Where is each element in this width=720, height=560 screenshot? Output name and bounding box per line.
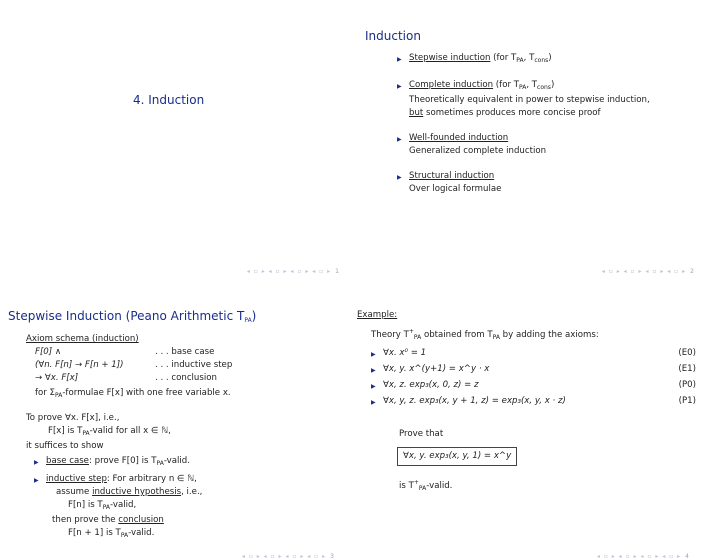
theory-line: Theory $T^+_{PA}$ obtained from $T_{PA}$ by adding the axioms: (371, 328, 599, 341)
slide3-title: Stepwise Induction (Peano Arithmetic $T_{PA}$) (8, 309, 257, 324)
axiom-item: ▶ ∀x, y. x^(y+1) = x^y · x (E1) (371, 363, 696, 376)
page-number: 2 (690, 268, 695, 275)
valid-line: is $T^+_{PA}$-valid. (399, 479, 453, 492)
list-item: ▶ Complete induction (for $T_{PA}$, $T_{cons}$) Theoretically equivalent in power to stepwise induction, but sometimes produces more concise proof (397, 79, 697, 120)
boxed-formula: ∀x, y. exp₃(x, y, 1) = x^y (397, 447, 517, 466)
slide1-title: 4. Induction (133, 93, 205, 107)
slide1-nav[interactable]: ◂ ▫ ▸ ◂ ▫ ▸ ◂ ▫ ▸ ◂ ▫ ▸ 1 (246, 268, 340, 275)
axiom-item: ▶ ∀x. x⁰ = 1 (E0) (371, 347, 696, 360)
slide3-nav[interactable]: ◂ ▫ ▸ ◂ ▫ ▸ ◂ ▫ ▸ ◂ ▫ ▸ 3 (241, 553, 335, 560)
schema-rows (26, 346, 346, 385)
page-number: 1 (335, 268, 340, 275)
slide4-body (357, 309, 712, 495)
slide-4 (355, 295, 720, 560)
schema-row: (∀n. F[n] → F[n + 1]) . . . inductive step (35, 360, 233, 370)
proof-steps (26, 455, 346, 542)
slide2-title: Induction (365, 29, 421, 43)
page-number: 4 (685, 553, 690, 560)
list-item: ▶ Well-founded induction Generalized complete induction (397, 132, 697, 158)
page-number: 3 (330, 553, 335, 560)
schema-row: → ∀x. F[x] . . . conclusion (35, 373, 217, 383)
schema-label: Axiom schema (induction) (26, 334, 139, 344)
schema-row: F[0] ∧ . . . base case (35, 347, 215, 357)
slide2-nav[interactable]: ◂ ▫ ▸ ◂ ▫ ▸ ◂ ▫ ▸ ◂ ▫ ▸ 2 (601, 268, 695, 275)
for-line: for $\Sigma_{PA}$-formulae F[x] with one free variable x. (35, 388, 231, 399)
axiom-item: ▶ ∀x, y, z. exp₃(x, y + 1, z) = exp₃(x, y, x · z) (P1) (371, 395, 696, 408)
prove-intro: To prove ∀x. F[x], i.e., F[x] is $T_{PA}$-valid for all x ∈ ℕ, it suffices to show (26, 413, 171, 451)
slide3-body (26, 333, 346, 542)
example-label: Example: (357, 310, 398, 320)
slide4-nav[interactable]: ◂ ▫ ▸ ◂ ▫ ▸ ◂ ▫ ▸ ◂ ▫ ▸ 4 (596, 553, 690, 560)
slide-2 (365, 10, 710, 275)
slide-3 (0, 295, 360, 560)
list-item: ▶ inductive step: For arbitrary n ∈ ℕ, assume inductive hypothesis, i.e., F[n] is $T_{PA}$-valid, then prove the conclusion F[n + 1] is $T_{PA}$-valid. (34, 473, 346, 542)
axiom-list (357, 347, 696, 408)
axiom-item: ▶ ∀x, z. exp₃(x, 0, z) = z (P0) (371, 379, 696, 392)
prove-that: Prove that (399, 429, 444, 439)
list-item: ▶ base case: prove F[0] is $T_{PA}$-valid. (34, 455, 346, 470)
list-item: ▶ Structural induction Over logical formulae (397, 170, 697, 196)
list-item: ▶ Stepwise induction (for $T_{PA}$, $T_{cons}$) (397, 52, 697, 67)
slide-1 (10, 10, 355, 275)
induction-list (397, 52, 697, 196)
